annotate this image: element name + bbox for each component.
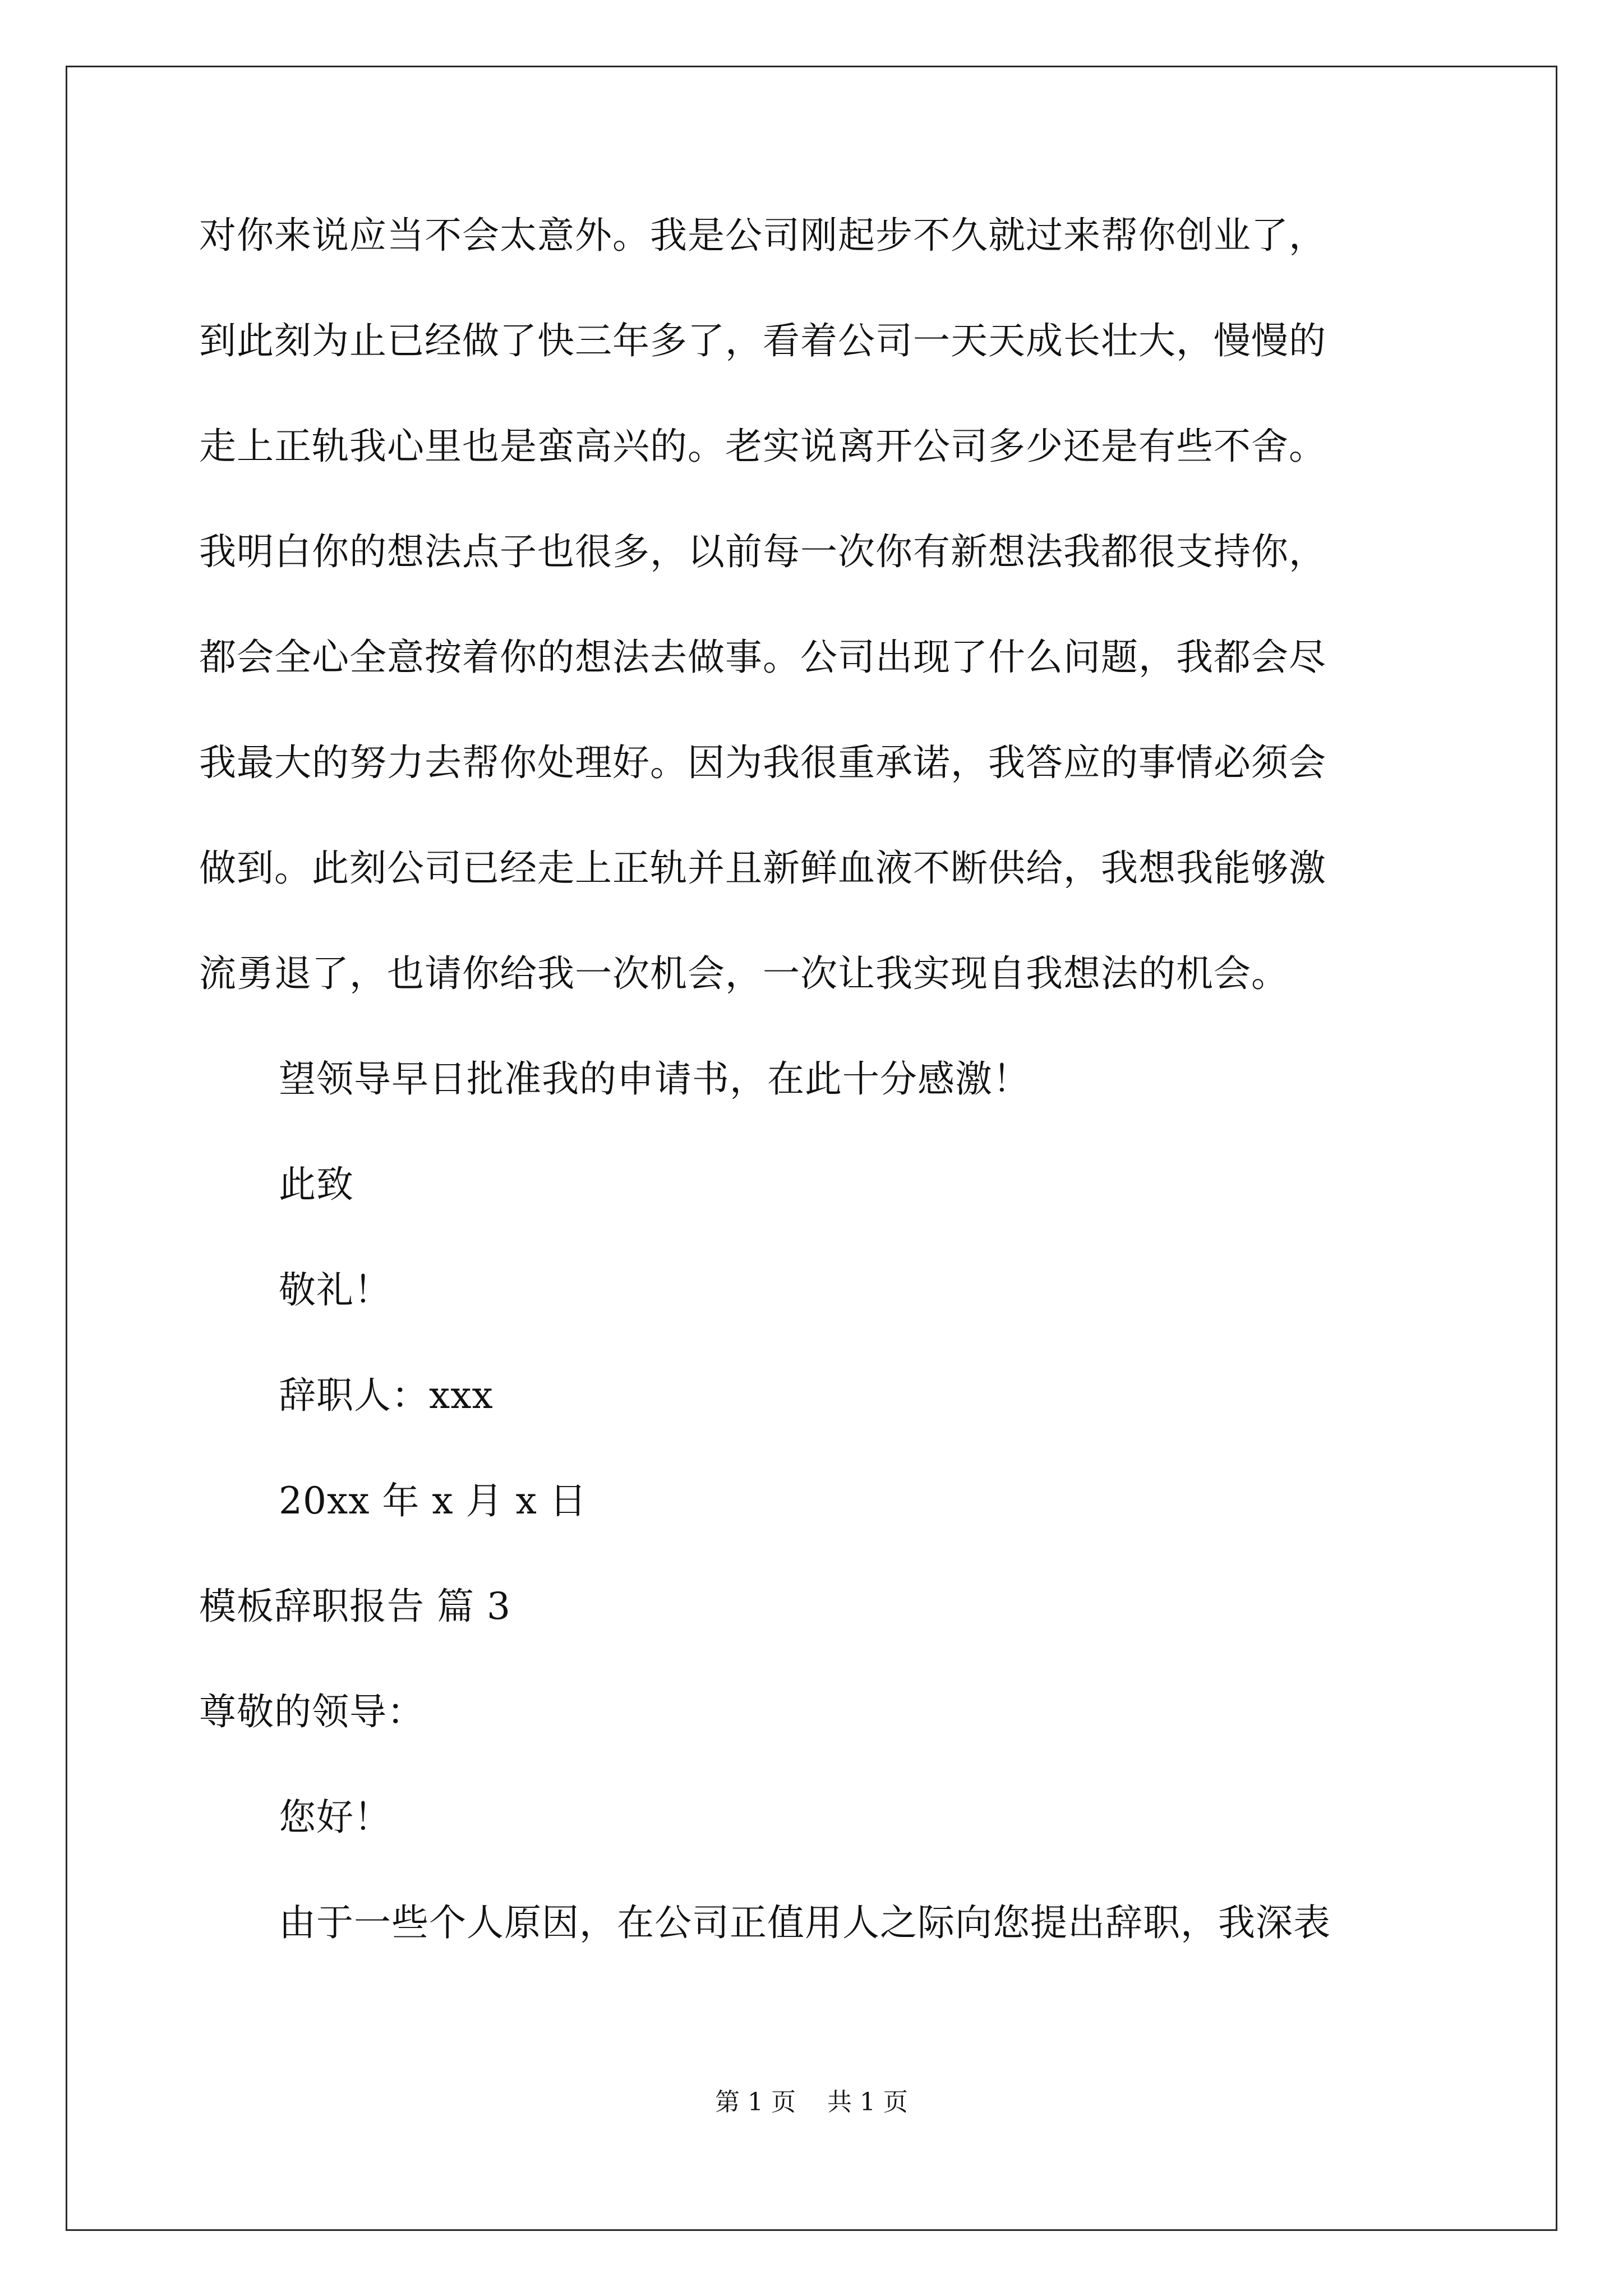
body-line: 对你来说应当不会太意外。我是公司刚起步不久就过来帮你创业了， <box>199 214 1326 257</box>
letter-greeting: 尊敬的领导： <box>199 1690 425 1733</box>
page-footer: 第 1 页 共 1 页 <box>715 2088 908 2116</box>
salutation-regards: 敬礼！ <box>279 1268 391 1312</box>
body-line: 走上正轨我心里也是蛮高兴的。老实说离开公司多少还是有些不舍。 <box>199 425 1326 468</box>
body-line: 我最大的努力去帮你处理好。因为我很重承诺，我答应的事情必须会 <box>199 741 1326 784</box>
body-line: 到此刻为止已经做了快三年多了，看着公司一天天成长壮大，慢慢的 <box>199 319 1326 362</box>
letter-hello: 您好！ <box>279 1796 391 1839</box>
body-line: 我明白你的想法点子也很多，以前每一次你有新想法我都很支持你， <box>199 530 1326 573</box>
signature-date: 20xx 年 x 月 x 日 <box>279 1479 587 1522</box>
body-line: 做到。此刻公司已经走上正轨并且新鲜血液不断供给，我想我能够激 <box>199 846 1326 890</box>
body-line: 由于一些个人原因，在公司正值用人之际向您提出辞职，我深表 <box>279 1901 1331 1944</box>
section-heading: 模板辞职报告 篇 3 <box>199 1585 511 1628</box>
signature-name: 辞职人：xxx <box>279 1374 494 1417</box>
body-line: 流勇退了，也请你给我一次机会，一次让我实现自我想法的机会。 <box>199 952 1289 995</box>
salutation-closing: 此致 <box>279 1163 354 1206</box>
closing-request: 望领导早日批准我的申请书，在此十分感激！ <box>279 1057 1030 1101</box>
body-line: 都会全心全意按着你的想法去做事。公司出现了什么问题，我都会尽 <box>199 636 1326 679</box>
